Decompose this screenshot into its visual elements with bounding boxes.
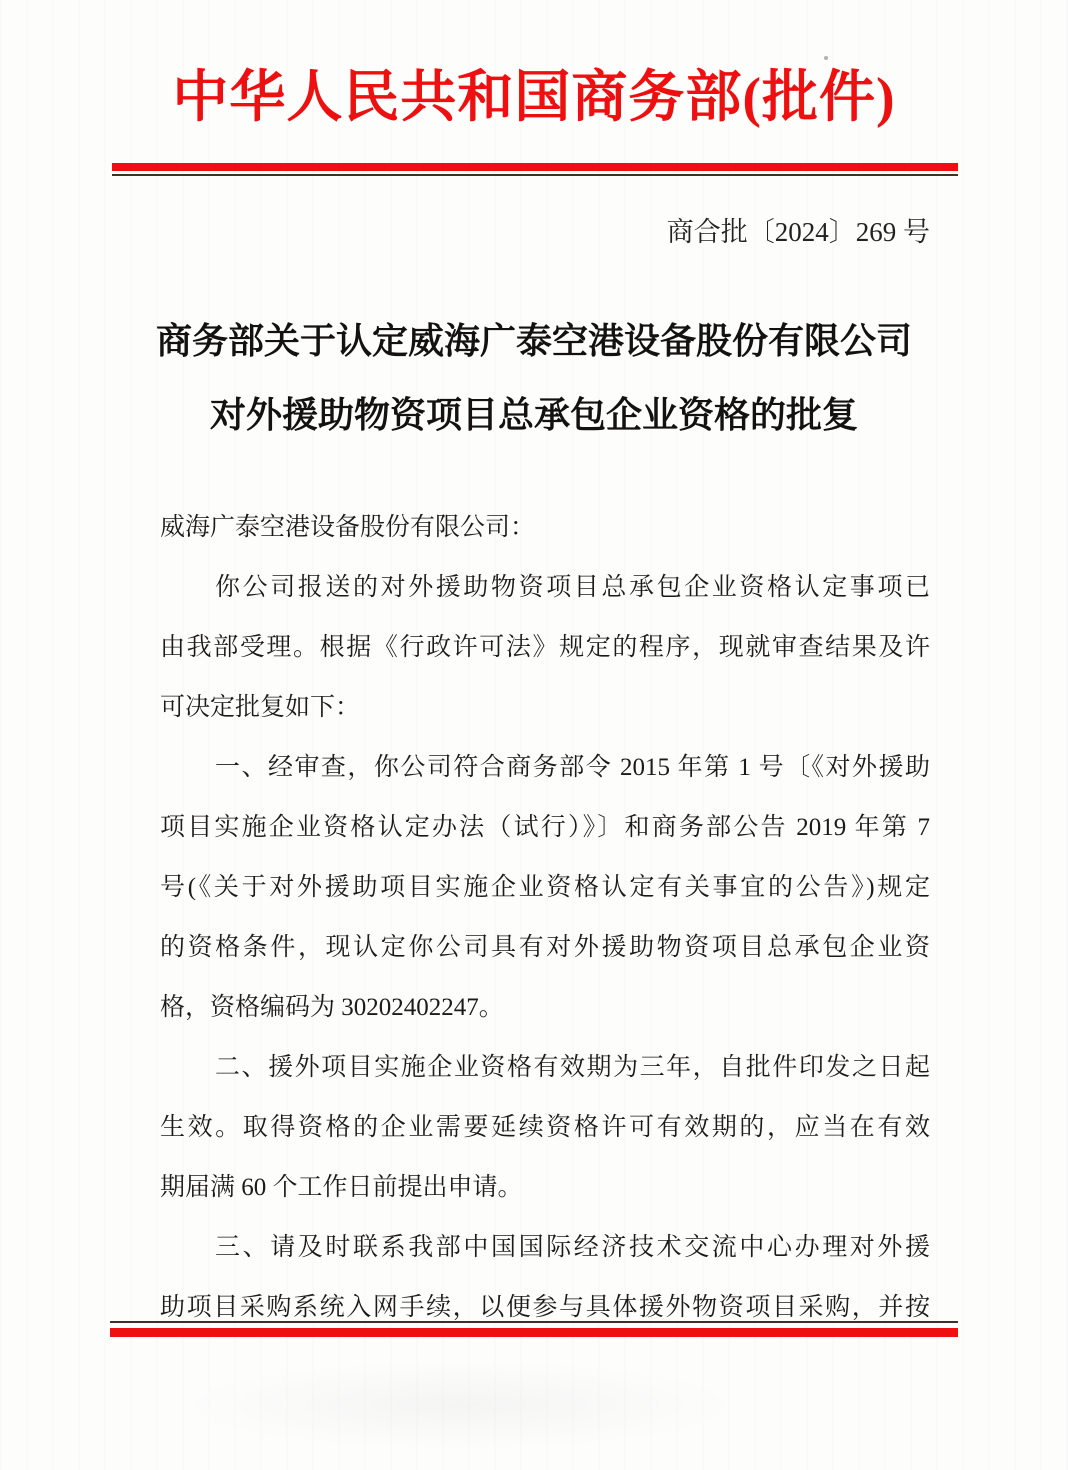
document-header-title: 中华人民共和国商务部(批件) bbox=[172, 67, 896, 129]
body-line: 项目实施企业资格认定办法（试行）》〕和商务部公告 2019 年第 7 bbox=[160, 814, 930, 841]
footer-rule-red-line bbox=[110, 1328, 958, 1337]
body-line: 的资格条件，现认定你公司具有对外援助物资项目总承包企业资 bbox=[160, 934, 930, 961]
body-line: 可决定批复如下： bbox=[160, 694, 361, 721]
body-line: 生效。取得资格的企业需要延续资格许可有效期的，应当在有效 bbox=[160, 1114, 930, 1141]
body-line: 期届满 60 个工作日前提出申请。 bbox=[160, 1174, 523, 1201]
body-line: 一、经审查，你公司符合商务部令 2015 年第 1 号〔《对外援助 bbox=[215, 754, 930, 781]
paragraph bbox=[160, 1038, 930, 1218]
salutation: 威海广泰空港设备股份有限公司： bbox=[160, 514, 536, 541]
header-rule-red-line bbox=[112, 163, 958, 171]
scan-speck bbox=[824, 56, 828, 60]
body-line: 由我部受理。根据《行政许可法》规定的程序，现就审查结果及许 bbox=[160, 634, 930, 661]
header-rule-dark-line bbox=[112, 174, 958, 176]
body-line: 号(《关于对外援助项目实施企业资格认定有关事宜的公告》)规定 bbox=[160, 874, 930, 901]
body-line: 格，资格编码为 30202402247。 bbox=[160, 994, 504, 1021]
body-line: 三、请及时联系我部中国国际经济技术交流中心办理对外援 bbox=[215, 1234, 930, 1261]
paragraph bbox=[160, 1218, 930, 1338]
body-line: 助项目采购系统入网手续，以便参与具体援外物资项目采购，并按 bbox=[160, 1294, 930, 1321]
body-line: 二、援外项目实施企业资格有效期为三年，自批件印发之日起 bbox=[215, 1054, 930, 1081]
body-line: 你公司报送的对外援助物资项目总承包企业资格认定事项已 bbox=[215, 574, 930, 601]
header-rule bbox=[112, 163, 958, 176]
document-body bbox=[160, 498, 930, 1338]
document-number: 商合批〔2024〕269 号 bbox=[666, 217, 930, 247]
document-title bbox=[120, 304, 948, 452]
paragraph bbox=[160, 738, 930, 1038]
document-title-line1: 商务部关于认定威海广泰空港设备股份有限公司 bbox=[155, 321, 912, 361]
footer-rule bbox=[110, 1321, 958, 1337]
document-title-line2: 对外援助物资项目总承包企业资格的批复 bbox=[209, 395, 858, 435]
scan-smudge bbox=[180, 1360, 740, 1450]
paragraph bbox=[160, 558, 930, 738]
